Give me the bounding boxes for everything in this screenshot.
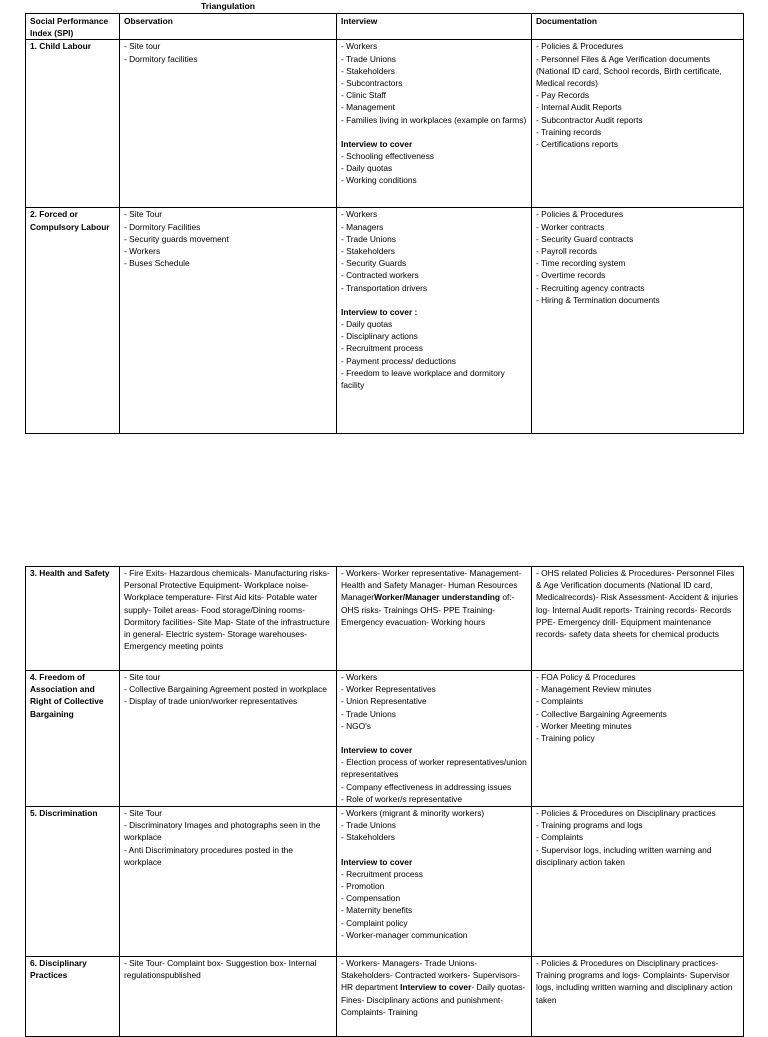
list-item: - Clinic Staff: [341, 90, 386, 101]
interview-cell: [337, 671, 532, 807]
list-item: - Trade Unions: [341, 233, 396, 244]
list-item: - Training policy: [536, 733, 595, 744]
list-item: - Contracted workers: [341, 270, 419, 281]
interview-cell: [337, 208, 532, 434]
table-row: [26, 208, 744, 434]
list-item: - Dormitory facilities: [124, 53, 198, 64]
list-item: - Management: [341, 102, 395, 113]
list-item: - Freedom to leave workplace and dormitory facility: [341, 367, 505, 391]
list-item: - Trade Unions: [341, 53, 396, 64]
table-row: [26, 40, 744, 208]
list-item: - Discriminatory Images and photographs seen in the workplace: [124, 820, 321, 843]
list-item: - Workers (migrant & minority workers): [341, 808, 485, 818]
list-item: - Promotion: [341, 881, 385, 892]
interview-text: - Workers- Managers- Trade Unions- Stakeholders- Contracted workers- Supervisors- HR department: [341, 958, 520, 993]
list-item: - Site tour: [124, 672, 161, 682]
interview-cover-heading: Interview to cover: [341, 138, 413, 149]
list-item: - Site tour: [124, 41, 161, 52]
header-interview: Interview: [337, 14, 532, 40]
list-item: - Collective Bargaining Agreements: [536, 708, 667, 719]
interview-text: - Daily quotas- Fines- Disciplinary actions and punishment- Complaints- Training: [341, 982, 526, 1017]
list-item: - Collective Bargaining Agreement posted in workplace: [124, 684, 327, 695]
interview-cell: [337, 567, 532, 671]
list-item: - Recruitment process: [341, 868, 423, 879]
list-item: - Company effectiveness in addressing issues: [341, 781, 512, 792]
interview-text: - Workers- Worker representative- Management- Health and Safety Manager- Human Resources Manager: [341, 568, 522, 603]
list-item: - Union Representative: [341, 696, 427, 707]
list-item: - Policies & Procedures on Disciplinary practices: [536, 808, 716, 818]
list-item: - Worker Representatives: [341, 684, 436, 695]
interview-emphasis: Interview to cover: [400, 982, 472, 993]
list-item: - Hiring & Termination documents: [536, 294, 660, 305]
list-item: - Complaint policy: [341, 917, 408, 928]
table-row: [26, 671, 744, 807]
list-item: - Buses Schedule: [124, 258, 190, 269]
list-item: - Transportation drivers: [341, 282, 428, 293]
list-item: - Certifications reports: [536, 139, 618, 150]
list-item: - Trade Unions: [341, 820, 396, 831]
topic-cell: 1. Child Labour: [26, 40, 120, 208]
list-item: - NGO's: [341, 720, 371, 731]
list-item: - Stakeholders: [341, 65, 395, 76]
topic-cell: 4. Freedom of Association and Right of Collective Bargaining: [26, 671, 120, 807]
list-item: - Families living in workplaces (example on farms): [341, 114, 527, 125]
observation-cell: [120, 807, 337, 957]
list-item: - Schooling effectiveness: [341, 151, 434, 162]
list-item: - Workers: [124, 246, 161, 257]
observation-cell: - Site Tour- Complaint box- Suggestion box- Internal regulationspublished: [120, 957, 337, 1037]
list-item: - Recruiting agency contracts: [536, 282, 645, 293]
list-item: - Security Guards: [341, 258, 407, 269]
list-item: - Training records: [536, 126, 602, 137]
list-item: - Stakeholders: [341, 246, 395, 257]
topic-cell: 3. Health and Safety: [26, 567, 120, 671]
list-item: - Pay Records: [536, 90, 590, 101]
interview-cover-heading: Interview to cover: [341, 856, 413, 867]
interview-cover-heading: Interview to cover: [341, 745, 413, 756]
header-observation: Observation: [120, 14, 337, 40]
topic-cell: 5. Discrimination: [26, 807, 120, 957]
table-row: [26, 567, 744, 671]
page-title: Triangulation: [201, 1, 255, 11]
list-item: - Complaints: [536, 696, 584, 707]
list-item: - Workers: [341, 672, 378, 682]
list-item: - Supervisor logs, including written warning and disciplinary action taken: [536, 844, 712, 867]
observation-cell: - Fire Exits- Hazardous chemicals- Manufacturing risks- Personal Protective Equipment- Workplace noise- Workplace temperature- First Aid kits- Potable water supply- Toilet areas- Food storage/Dining rooms- Dormitory facilities- Site Map- State of the infrastructure in general- Electric system- Storage warehouses- Emergency meeting points: [120, 567, 337, 671]
interview-text: of:- OHS risks- Trainings OHS- PPE Training- Emergency evacuation- Working hours: [341, 592, 515, 627]
header-spi: Social Performance Index (SPI): [26, 14, 120, 40]
table-row: [26, 807, 744, 957]
interview-cell: [337, 957, 532, 1037]
list-item: - Role of worker/s representative: [341, 793, 463, 804]
table-row: [26, 957, 744, 1037]
interview-cell: [337, 40, 532, 208]
header-row: [26, 14, 744, 40]
documentation-cell: [532, 40, 744, 208]
list-item: - Compensation: [341, 893, 401, 904]
list-item: - Stakeholders: [341, 832, 395, 843]
header-documentation: Documentation: [532, 14, 744, 40]
list-item: - Recruitment process: [341, 343, 423, 354]
list-item: - Election process of worker representatives/union representatives: [341, 757, 527, 780]
interview-emphasis: Worker/Manager understanding: [374, 592, 501, 603]
triangulation-table-part-1: [25, 13, 744, 434]
list-item: - Maternity benefits: [341, 905, 413, 916]
interview-cover-heading: Interview to cover :: [341, 306, 418, 317]
triangulation-table-part-2: [25, 566, 744, 1037]
list-item: - Disciplinary actions: [341, 331, 418, 342]
observation-cell: [120, 671, 337, 807]
list-item: - Workers: [341, 209, 378, 220]
list-item: - Security Guard contracts: [536, 233, 634, 244]
list-item: - Worker contracts: [536, 221, 605, 232]
list-item: - Overtime records: [536, 270, 606, 281]
list-item: - Training programs and logs: [536, 820, 643, 831]
documentation-cell: - Policies & Procedures on Disciplinary practices- Training programs and logs- Complaints- Supervisor logs, including written warning and disciplinary action taken: [532, 957, 744, 1037]
list-item: - Personnel Files & Age Verification documents (National ID card, School records, Birth certificate, Medical records): [536, 53, 722, 89]
list-item: - Payment process/ deductions: [341, 355, 456, 366]
list-item: - Complaints: [536, 832, 584, 843]
documentation-cell: [532, 671, 744, 807]
documentation-cell: [532, 208, 744, 434]
list-item: - Time recording system: [536, 258, 626, 269]
observation-cell: [120, 40, 337, 208]
list-item: - Policies & Procedures: [536, 41, 624, 52]
list-item: - Trade Unions: [341, 708, 396, 719]
list-item: - Subcontractor Audit reports: [536, 114, 643, 125]
list-item: - Management Review minutes: [536, 684, 652, 695]
interview-cell: [337, 807, 532, 957]
list-item: - Working conditions: [341, 175, 417, 186]
list-item: - FOA Policy & Procedures: [536, 672, 636, 682]
list-item: - Daily quotas: [341, 319, 393, 330]
topic-cell: 6. Disciplinary Practices: [26, 957, 120, 1037]
list-item: - Display of trade union/worker representatives: [124, 696, 298, 707]
list-item: - Policies & Procedures: [536, 209, 624, 220]
list-item: - Worker Meeting minutes: [536, 720, 632, 731]
list-item: - Site Tour: [124, 209, 163, 220]
list-item: - Subcontractors: [341, 78, 403, 89]
documentation-cell: - OHS related Policies & Procedures- Personnel Files & Age Verification documents (National ID card, Medicalrecords)- Risk Assessment- Accident & injuries log- Internal Audit reports- Training records- Records PPE- Emergency drill- Equipment maintenance records- safety data sheets for chemical products: [532, 567, 744, 671]
observation-cell: [120, 208, 337, 434]
list-item: - Dormitory Facilities: [124, 221, 201, 232]
list-item: - Site Tour: [124, 808, 163, 818]
list-item: - Managers: [341, 221, 384, 232]
list-item: - Worker-manager communication: [341, 929, 468, 940]
list-item: - Workers: [341, 41, 378, 52]
documentation-cell: [532, 807, 744, 957]
list-item: - Anti Discriminatory procedures posted in the workplace: [124, 844, 293, 867]
list-item: - Payroll records: [536, 246, 597, 257]
list-item: - Internal Audit Reports: [536, 102, 622, 113]
list-item: - Daily quotas: [341, 163, 393, 174]
topic-cell: 2. Forced or Compulsory Labour: [26, 208, 120, 434]
list-item: - Security guards movement: [124, 233, 229, 244]
